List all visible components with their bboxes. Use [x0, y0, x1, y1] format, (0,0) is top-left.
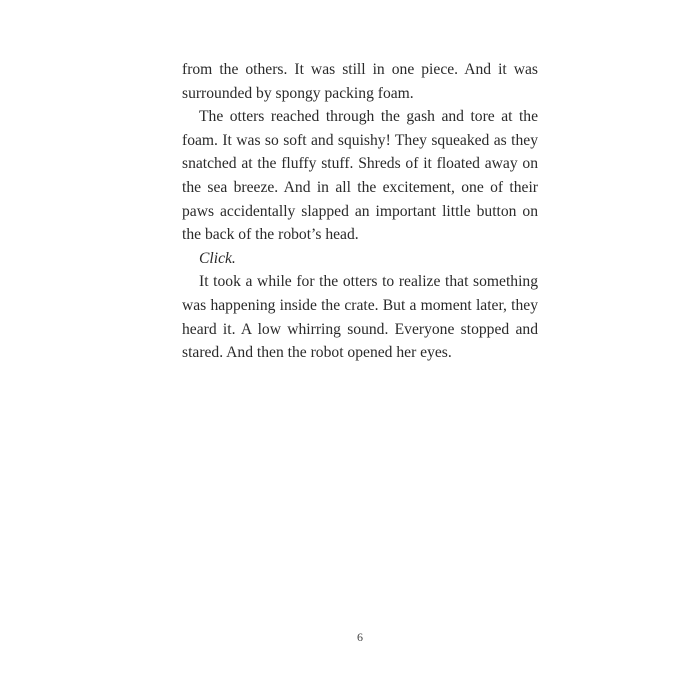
paragraph-continuation: from the others. It was still in one piece. And it was surrounded by spongy packing foam.: [182, 61, 538, 102]
body-text: [182, 58, 538, 365]
paragraph-robot-awakens: It took a while for the otters to realize that something was happening inside the crate. But a moment later, they heard it. A low whirring sound. Everyone stopped and stared. And then the robot opened her eyes.: [182, 273, 538, 362]
paragraph-click: Click.: [199, 249, 236, 267]
paragraph-otters-foam: The otters reached through the gash and tore at the foam. It was so soft and squishy! They squeaked as they snatched at the fluffy stuff. Shreds of it floated away on the sea breeze. And in all the excitement, one of their paws accidentally slapped an important little button on the back of the robot’s head.: [182, 108, 538, 244]
page-number: 6: [357, 630, 363, 644]
